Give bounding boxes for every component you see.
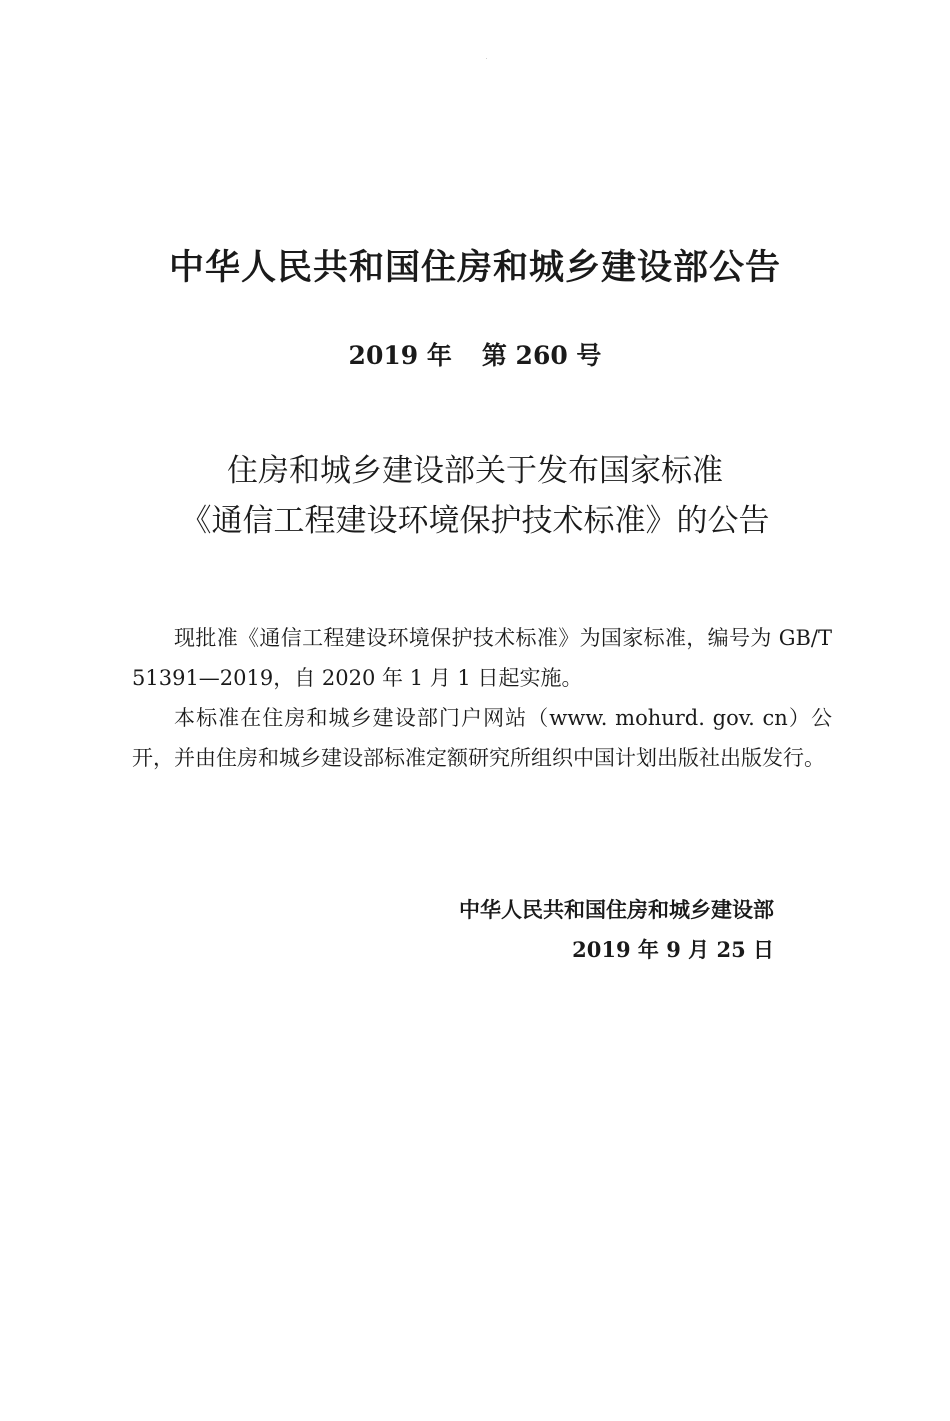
signing-date: 2019 年 9 月 25 日 [572,937,774,962]
announcement-header: 中华人民共和国住房和城乡建设部公告 [168,248,781,288]
subject-line-2: 《通信工程建设环境保护技术标准》的公告 [180,503,770,539]
announcement-body [132,618,832,778]
announcement-number [0,336,950,376]
announcement-subject [0,446,950,546]
signing-organization: 中华人民共和国住房和城乡建设部 [459,898,774,922]
announcement-year: 2019 年 [348,341,452,370]
subject-line-1: 住房和城乡建设部关于发布国家标准 [227,453,723,489]
announcement-serial: 第 260 号 [481,341,602,370]
signature-block [459,890,774,970]
body-paragraph-publication: 本标准在住房和城乡建设部门户网站（www. mohurd. gov. cn）公开，并由住房和城乡建设部标准定额研究所组织中国计划出版社出版发行。 [132,706,832,770]
body-paragraph-approval: 现批准《通信工程建设环境保护技术标准》为国家标准，编号为 GB/T 51391—2019，自 2020 年 1 月 1 日起实施。 [132,626,832,690]
scan-speck [486,58,487,59]
